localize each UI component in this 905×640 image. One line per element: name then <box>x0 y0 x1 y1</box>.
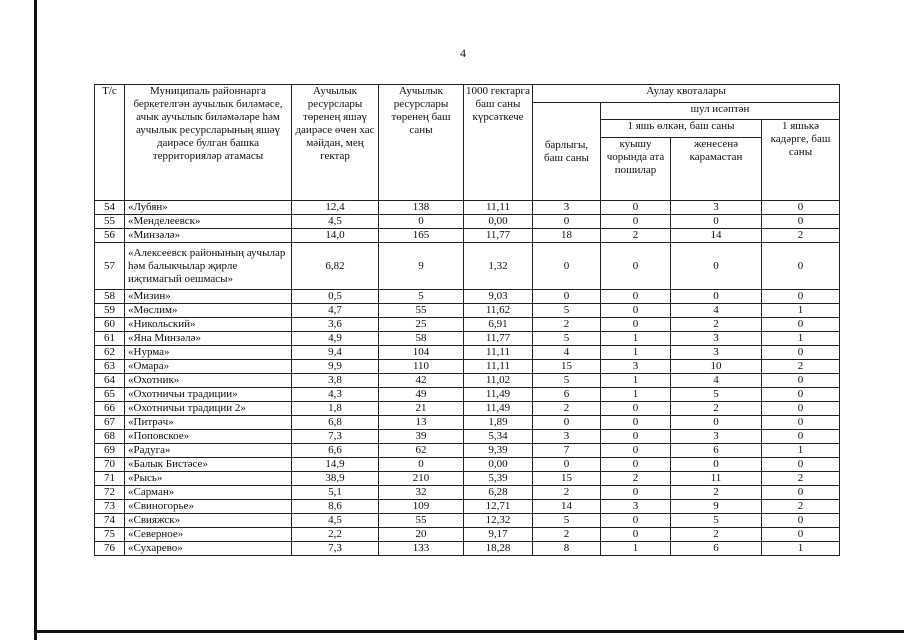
cell-population: 25 <box>379 318 464 332</box>
cell-quota-rutting-males: 2 <box>601 229 671 243</box>
table-row <box>95 304 840 318</box>
cell-quota-total: 18 <box>533 229 601 243</box>
cell-quota-total: 2 <box>533 486 601 500</box>
cell-density: 6,91 <box>464 318 533 332</box>
cell-territory-name: «Сухарево» <box>125 542 292 556</box>
cell-density: 9,39 <box>464 444 533 458</box>
cell-territory-name: «Мизин» <box>125 290 292 304</box>
cell-quota-regardless: 0 <box>671 458 762 472</box>
header-territory-name: Муниципаль районнарга беркетелгән аучылык биләмәсе, ачык аучылык биләмәләре һәм аучылык ресурсларының яшәү даирәсе булган башка территорияләр атамасы <box>125 85 292 201</box>
cell-quota-total: 3 <box>533 201 601 215</box>
cell-population: 21 <box>379 402 464 416</box>
cell-territory-name: «Алексеевск районының аучылар һәм балыкчылар җирле иҗтимагый оешмасы» <box>125 243 292 290</box>
cell-quota-rutting-males: 1 <box>601 332 671 346</box>
cell-quota-regardless: 2 <box>671 528 762 542</box>
cell-row-number: 69 <box>95 444 125 458</box>
header-regardless-of-sex: женесенә карамастан <box>671 138 762 201</box>
cell-quota-regardless: 3 <box>671 430 762 444</box>
cell-row-number: 65 <box>95 388 125 402</box>
cell-density: 0,00 <box>464 215 533 229</box>
cell-quota-under-one: 1 <box>762 304 840 318</box>
cell-habitat-area: 0,5 <box>292 290 379 304</box>
cell-population: 20 <box>379 528 464 542</box>
cell-quota-rutting-males: 3 <box>601 360 671 374</box>
table-row <box>95 374 840 388</box>
cell-quota-total: 0 <box>533 215 601 229</box>
cell-quota-total: 2 <box>533 402 601 416</box>
cell-quota-rutting-males: 0 <box>601 416 671 430</box>
table-row <box>95 243 840 290</box>
cell-habitat-area: 7,3 <box>292 430 379 444</box>
cell-row-number: 72 <box>95 486 125 500</box>
hunting-quota-table <box>94 84 840 556</box>
cell-territory-name: «Охотничьи традиции» <box>125 388 292 402</box>
table-row <box>95 229 840 243</box>
cell-habitat-area: 8,6 <box>292 500 379 514</box>
table-row <box>95 542 840 556</box>
header-quotas: Аулау квоталары <box>533 85 840 103</box>
cell-habitat-area: 6,8 <box>292 416 379 430</box>
cell-quota-rutting-males: 0 <box>601 290 671 304</box>
cell-quota-under-one: 1 <box>762 332 840 346</box>
cell-quota-rutting-males: 3 <box>601 500 671 514</box>
cell-habitat-area: 4,3 <box>292 388 379 402</box>
table-row <box>95 290 840 304</box>
cell-quota-rutting-males: 0 <box>601 486 671 500</box>
cell-quota-total: 3 <box>533 430 601 444</box>
cell-quota-under-one: 1 <box>762 444 840 458</box>
cell-quota-regardless: 2 <box>671 318 762 332</box>
cell-habitat-area: 2,2 <box>292 528 379 542</box>
cell-quota-regardless: 14 <box>671 229 762 243</box>
cell-habitat-area: 3,8 <box>292 374 379 388</box>
cell-quota-regardless: 0 <box>671 416 762 430</box>
cell-quota-rutting-males: 0 <box>601 458 671 472</box>
cell-quota-under-one: 0 <box>762 318 840 332</box>
header-row-number: Т/с <box>95 85 125 201</box>
cell-population: 5 <box>379 290 464 304</box>
cell-quota-total: 5 <box>533 514 601 528</box>
cell-row-number: 55 <box>95 215 125 229</box>
cell-territory-name: «Сарман» <box>125 486 292 500</box>
cell-quota-regardless: 4 <box>671 374 762 388</box>
cell-density: 11,77 <box>464 229 533 243</box>
cell-population: 58 <box>379 332 464 346</box>
cell-territory-name: «Менделеевск» <box>125 215 292 229</box>
table-row <box>95 332 840 346</box>
cell-quota-rutting-males: 1 <box>601 346 671 360</box>
cell-quota-rutting-males: 0 <box>601 318 671 332</box>
cell-population: 165 <box>379 229 464 243</box>
cell-density: 6,28 <box>464 486 533 500</box>
cell-quota-rutting-males: 2 <box>601 472 671 486</box>
table-row <box>95 201 840 215</box>
cell-quota-regardless: 2 <box>671 486 762 500</box>
table-row <box>95 402 840 416</box>
cell-population: 0 <box>379 215 464 229</box>
cell-quota-under-one: 2 <box>762 500 840 514</box>
cell-density: 11,11 <box>464 346 533 360</box>
table-row <box>95 528 840 542</box>
cell-quota-total: 5 <box>533 374 601 388</box>
cell-quota-regardless: 4 <box>671 304 762 318</box>
cell-quota-regardless: 6 <box>671 444 762 458</box>
cell-density: 5,39 <box>464 472 533 486</box>
cell-quota-rutting-males: 1 <box>601 542 671 556</box>
cell-habitat-area: 4,7 <box>292 304 379 318</box>
table-row <box>95 458 840 472</box>
cell-quota-total: 5 <box>533 332 601 346</box>
cell-quota-regardless: 3 <box>671 346 762 360</box>
cell-quota-under-one: 2 <box>762 360 840 374</box>
cell-quota-under-one: 0 <box>762 290 840 304</box>
cell-territory-name: «Мөслим» <box>125 304 292 318</box>
cell-row-number: 68 <box>95 430 125 444</box>
cell-quota-total: 2 <box>533 318 601 332</box>
header-density: 1000 гектарга баш саны күрсәткече <box>464 85 533 201</box>
cell-density: 9,17 <box>464 528 533 542</box>
cell-quota-regardless: 5 <box>671 388 762 402</box>
cell-density: 11,62 <box>464 304 533 318</box>
cell-population: 0 <box>379 458 464 472</box>
cell-quota-total: 0 <box>533 290 601 304</box>
cell-row-number: 70 <box>95 458 125 472</box>
cell-quota-regardless: 5 <box>671 514 762 528</box>
cell-row-number: 64 <box>95 374 125 388</box>
cell-quota-under-one: 0 <box>762 430 840 444</box>
cell-territory-name: «Охотник» <box>125 374 292 388</box>
cell-quota-under-one: 0 <box>762 374 840 388</box>
cell-row-number: 59 <box>95 304 125 318</box>
cell-habitat-area: 14,0 <box>292 229 379 243</box>
cell-quota-under-one: 2 <box>762 229 840 243</box>
cell-density: 11,49 <box>464 402 533 416</box>
cell-density: 18,28 <box>464 542 533 556</box>
cell-quota-total: 4 <box>533 346 601 360</box>
cell-quota-regardless: 10 <box>671 360 762 374</box>
page-number: 4 <box>460 46 466 60</box>
cell-row-number: 73 <box>95 500 125 514</box>
cell-population: 109 <box>379 500 464 514</box>
cell-density: 5,34 <box>464 430 533 444</box>
cell-quota-under-one: 0 <box>762 388 840 402</box>
cell-territory-name: «Радуга» <box>125 444 292 458</box>
cell-territory-name: «Лубян» <box>125 201 292 215</box>
cell-quota-under-one: 0 <box>762 486 840 500</box>
cell-territory-name: «Минзәлә» <box>125 229 292 243</box>
cell-quota-regardless: 6 <box>671 542 762 556</box>
cell-row-number: 63 <box>95 360 125 374</box>
cell-habitat-area: 5,1 <box>292 486 379 500</box>
cell-density: 1,89 <box>464 416 533 430</box>
cell-row-number: 75 <box>95 528 125 542</box>
cell-quota-rutting-males: 1 <box>601 388 671 402</box>
cell-habitat-area: 4,5 <box>292 514 379 528</box>
cell-quota-rutting-males: 0 <box>601 430 671 444</box>
cell-quota-total: 7 <box>533 444 601 458</box>
header-including: шул исәптән <box>601 103 840 120</box>
table-row <box>95 318 840 332</box>
cell-quota-total: 5 <box>533 304 601 318</box>
cell-density: 1,32 <box>464 243 533 290</box>
cell-row-number: 54 <box>95 201 125 215</box>
table-row <box>95 444 840 458</box>
table-row <box>95 360 840 374</box>
cell-quota-total: 6 <box>533 388 601 402</box>
cell-habitat-area: 14,9 <box>292 458 379 472</box>
table-row <box>95 472 840 486</box>
cell-quota-under-one: 0 <box>762 201 840 215</box>
table-row <box>95 215 840 229</box>
cell-territory-name: «Балык Бистәсе» <box>125 458 292 472</box>
cell-population: 49 <box>379 388 464 402</box>
cell-quota-rutting-males: 0 <box>601 528 671 542</box>
cell-territory-name: «Омара» <box>125 360 292 374</box>
cell-quota-under-one: 0 <box>762 215 840 229</box>
table-row <box>95 486 840 500</box>
table-row <box>95 346 840 360</box>
cell-territory-name: «Северное» <box>125 528 292 542</box>
cell-quota-total: 15 <box>533 360 601 374</box>
cell-quota-rutting-males: 0 <box>601 304 671 318</box>
cell-quota-under-one: 2 <box>762 472 840 486</box>
cell-density: 12,71 <box>464 500 533 514</box>
cell-quota-under-one: 0 <box>762 243 840 290</box>
cell-habitat-area: 7,3 <box>292 542 379 556</box>
cell-quota-rutting-males: 0 <box>601 201 671 215</box>
cell-quota-total: 15 <box>533 472 601 486</box>
table-row <box>95 416 840 430</box>
header-population: Аучылык ресурслары төренең баш саны <box>379 85 464 201</box>
cell-density: 12,32 <box>464 514 533 528</box>
cell-quota-regardless: 0 <box>671 215 762 229</box>
cell-population: 13 <box>379 416 464 430</box>
table-row <box>95 430 840 444</box>
table-row <box>95 500 840 514</box>
cell-territory-name: «Нурма» <box>125 346 292 360</box>
cell-quota-under-one: 1 <box>762 542 840 556</box>
cell-territory-name: «Поповское» <box>125 430 292 444</box>
cell-population: 104 <box>379 346 464 360</box>
cell-territory-name: «Свиногорье» <box>125 500 292 514</box>
scan-left-border <box>34 0 37 640</box>
cell-row-number: 58 <box>95 290 125 304</box>
cell-territory-name: «Охотничьи традиции 2» <box>125 402 292 416</box>
cell-population: 210 <box>379 472 464 486</box>
cell-territory-name: «Рысь» <box>125 472 292 486</box>
cell-quota-regardless: 9 <box>671 500 762 514</box>
cell-row-number: 60 <box>95 318 125 332</box>
table-body <box>95 201 840 556</box>
cell-quota-regardless: 3 <box>671 201 762 215</box>
cell-quota-total: 0 <box>533 416 601 430</box>
cell-quota-rutting-males: 0 <box>601 444 671 458</box>
cell-quota-rutting-males: 0 <box>601 402 671 416</box>
cell-habitat-area: 1,8 <box>292 402 379 416</box>
cell-row-number: 76 <box>95 542 125 556</box>
cell-population: 39 <box>379 430 464 444</box>
cell-quota-rutting-males: 0 <box>601 215 671 229</box>
cell-quota-regardless: 3 <box>671 332 762 346</box>
cell-habitat-area: 38,9 <box>292 472 379 486</box>
cell-density: 11,49 <box>464 388 533 402</box>
header-habitat-area: Аучылык ресурслары төренең яшәү даирәсе өчен хас мәйдан, мең гектар <box>292 85 379 201</box>
cell-density: 11,02 <box>464 374 533 388</box>
cell-habitat-area: 12,4 <box>292 201 379 215</box>
cell-density: 11,11 <box>464 201 533 215</box>
cell-quota-regardless: 2 <box>671 402 762 416</box>
cell-habitat-area: 9,9 <box>292 360 379 374</box>
cell-row-number: 56 <box>95 229 125 243</box>
cell-population: 55 <box>379 304 464 318</box>
cell-row-number: 71 <box>95 472 125 486</box>
cell-quota-rutting-males: 0 <box>601 243 671 290</box>
cell-quota-total: 0 <box>533 243 601 290</box>
header-under-one-year: 1 яшькә кадәрге, баш саны <box>762 120 840 201</box>
cell-density: 0,00 <box>464 458 533 472</box>
cell-quota-under-one: 0 <box>762 514 840 528</box>
cell-territory-name: «Питрәч» <box>125 416 292 430</box>
cell-quota-under-one: 0 <box>762 402 840 416</box>
cell-territory-name: «Никольский» <box>125 318 292 332</box>
cell-population: 62 <box>379 444 464 458</box>
cell-population: 133 <box>379 542 464 556</box>
cell-quota-under-one: 0 <box>762 458 840 472</box>
cell-row-number: 61 <box>95 332 125 346</box>
cell-quota-rutting-males: 0 <box>601 514 671 528</box>
cell-quota-total: 2 <box>533 528 601 542</box>
cell-row-number: 67 <box>95 416 125 430</box>
cell-population: 9 <box>379 243 464 290</box>
table-row <box>95 514 840 528</box>
cell-quota-under-one: 0 <box>762 346 840 360</box>
cell-row-number: 57 <box>95 243 125 290</box>
cell-habitat-area: 3,6 <box>292 318 379 332</box>
cell-quota-total: 8 <box>533 542 601 556</box>
header-over-one-year: 1 яшь өлкән, баш саны <box>601 120 762 138</box>
scan-bottom-border <box>34 630 904 633</box>
cell-quota-regardless: 11 <box>671 472 762 486</box>
cell-row-number: 74 <box>95 514 125 528</box>
cell-density: 11,77 <box>464 332 533 346</box>
cell-row-number: 62 <box>95 346 125 360</box>
cell-population: 138 <box>379 201 464 215</box>
cell-population: 55 <box>379 514 464 528</box>
cell-population: 42 <box>379 374 464 388</box>
cell-density: 11,11 <box>464 360 533 374</box>
table-row <box>95 388 840 402</box>
cell-quota-regardless: 0 <box>671 290 762 304</box>
cell-quota-regardless: 0 <box>671 243 762 290</box>
cell-habitat-area: 4,5 <box>292 215 379 229</box>
cell-habitat-area: 4,9 <box>292 332 379 346</box>
cell-row-number: 66 <box>95 402 125 416</box>
cell-quota-total: 0 <box>533 458 601 472</box>
cell-territory-name: «Свияжск» <box>125 514 292 528</box>
header-rutting-males: куышу чорында ата пошилар <box>601 138 671 201</box>
cell-quota-rutting-males: 1 <box>601 374 671 388</box>
cell-quota-under-one: 0 <box>762 528 840 542</box>
cell-quota-under-one: 0 <box>762 416 840 430</box>
header-total: барлыгы, баш саны <box>533 103 601 201</box>
cell-habitat-area: 9,4 <box>292 346 379 360</box>
cell-population: 110 <box>379 360 464 374</box>
cell-population: 32 <box>379 486 464 500</box>
cell-territory-name: «Яна Минзәлә» <box>125 332 292 346</box>
cell-quota-total: 14 <box>533 500 601 514</box>
cell-habitat-area: 6,82 <box>292 243 379 290</box>
cell-habitat-area: 6,6 <box>292 444 379 458</box>
cell-density: 9,03 <box>464 290 533 304</box>
